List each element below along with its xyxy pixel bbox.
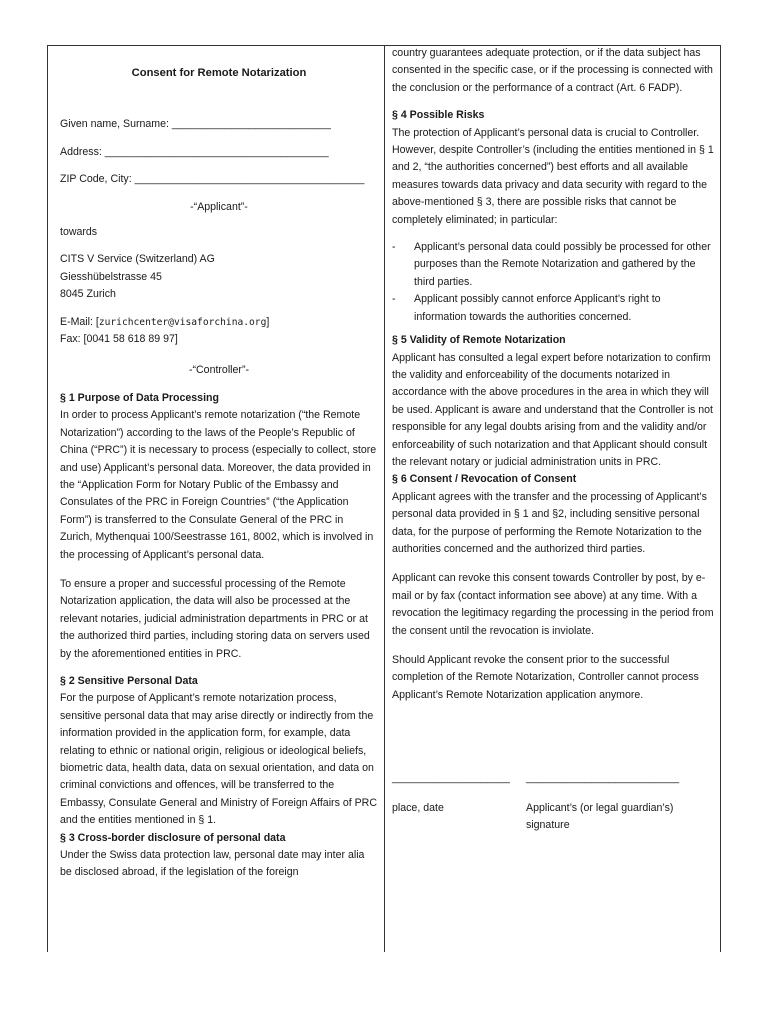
section-1-paragraph-2: To ensure a proper and successful processing of the Remote Notarization application, the data will also be processed at the relevant notaries, judicial administration departments in PRC or at the authorized third parties, including storing data on servers used by the aforementioned entities in PRC. — [60, 577, 370, 660]
section-4-paragraph-1: The protection of Applicant’s personal data is crucial to Controller. However, despite Controller’s (including the entities mentioned in § 1 and 2, “the authorities concerned”) best efforts and all available measures towards data privacy and data security with regard to the above-mentioned § 3, there are possible risks that cannot be completely eliminated; in particular: — [392, 126, 714, 226]
section-3-paragraph-1: Under the Swiss data protection law, personal date may inter alia be disclosed abroad, if the legislation of the foreign — [60, 849, 365, 879]
right-column — [392, 45, 714, 834]
left-column — [60, 45, 378, 882]
signature-labels — [392, 800, 714, 835]
place-date-label: place, date — [392, 801, 444, 814]
zip-field: ZIP Code, City: _______________________________________ — [60, 173, 365, 186]
signature-lines — [392, 770, 714, 787]
towards-label: towards — [60, 226, 98, 239]
email-close: ] — [266, 315, 270, 328]
controller-address — [60, 251, 378, 348]
signature-line[interactable]: __________________________ — [526, 772, 680, 785]
controller-email — [60, 314, 378, 331]
list-item: - Applicant’s personal data could possibly be processed for other purposes than the Remote Notarization and gathered by the third parties. — [392, 239, 714, 291]
address-field: Address: ______________________________________ — [60, 145, 329, 158]
section-6-paragraph-2: Applicant can revoke this consent towards Controller by post, by e-mail or by fax (contact information see above) at any time. With a revocation the legitimacy regarding the processing in the period from the consent until the revocation is inviolate. — [392, 572, 714, 637]
section-1-paragraph-1: In order to process Applicant’s remote notarization (“the Remote Notarization”) according to the laws of the People’s Republic of China (“PRC”) it is necessary to process (especially to collect, store and use) Applicant’s personal data. Moreover, the data provided in the “Application Form for Notary Public of the Embassy and Consulates of the PRC in Foreign Countries” (“the Application Form”) is transferred to the Consulate General of the PRC in Zurich, Mythenquai 100/Seestrasse 161, 8002, which is involved in the processing of Applicant’s personal data. — [60, 409, 377, 561]
applicant-signature-label: Applicant’s (or legal guardian’s) signature — [526, 801, 674, 832]
section-3-paragraph-continued: country guarantees adequate protection, or if the data subject has consented in the specific case, or if the processing is connected with the conclusion or the performance of a contract (Art. 6 FADP). — [392, 47, 713, 94]
section-4-risk-list — [392, 239, 714, 326]
applicant-tag: -“Applicant”- — [190, 200, 248, 213]
section-6-paragraph-3: Should Applicant revoke the consent prior to the successful completion of the Remote Notarization, Controller cannot process Applicant’s Remote Notarization application anymore. — [392, 654, 699, 701]
name-field: Given name, Surname: ___________________________ — [60, 118, 331, 131]
controller-city: 8045 Zurich — [60, 288, 116, 301]
controller-street: Giesshübelstrasse 45 — [60, 270, 162, 283]
section-5-heading: § 5 Validity of Remote Notarization — [392, 334, 566, 347]
controller-tag: -“Controller”- — [188, 364, 250, 377]
document-title: Consent for Remote Notarization — [131, 67, 307, 79]
section-6-paragraph-1: Applicant agrees with the transfer and the processing of Applicant’s personal data provided in § 1 and §2, including sensitive personal data, for the purpose of performing the Remote Notarization to the authorities concerned and the authorized third parties. — [392, 490, 707, 555]
section-5-paragraph-1: Applicant has consulted a legal expert before notarization to confirm the validity and enforceability of the documents notarized in accordance with the above procedures in the area in which they will be used. Applicant is aware and understand that the Controller is not responsible for any legal doubts arising from and the validity and/or enforceability of such notarization and that Applicant should consult the relevant notary or judicial administration units in PRC. — [392, 351, 713, 468]
section-2-heading: § 2 Sensitive Personal Data — [60, 674, 198, 687]
section-4-heading: § 4 Possible Risks — [392, 109, 485, 122]
email-label: E-Mail: [ — [60, 315, 99, 328]
section-1-heading: § 1 Purpose of Data Processing — [60, 391, 219, 404]
controller-fax: Fax: [0041 58 618 89 97] — [60, 333, 178, 346]
place-date-line[interactable]: ____________________ — [392, 772, 510, 785]
section-2-paragraph-1: For the purpose of Applicant’s remote notarization process, sensitive personal data that may arise directly or indirectly from the information provided in the application form, for example, data relating to ethnic or national origin, religious or ideological beliefs, biometric data, health data, data on sexual orientation, and data on criminal convictions and offences, will be transferred to the Embassy, Consulate General and Ministry of Foreign Affairs of PRC and the entities mentioned in § 1. — [60, 692, 377, 827]
controller-company: CITS V Service (Switzerland) AG — [60, 253, 215, 266]
column-divider — [384, 45, 385, 952]
email-link[interactable]: zurichcenter@visaforchina.org — [98, 316, 267, 328]
section-3-heading: § 3 Cross-border disclosure of personal data — [60, 831, 286, 844]
section-6-heading: § 6 Consent / Revocation of Consent — [392, 473, 577, 486]
list-item: - Applicant possibly cannot enforce Applicant’s right to information towards the authorities concerned. — [392, 291, 714, 326]
